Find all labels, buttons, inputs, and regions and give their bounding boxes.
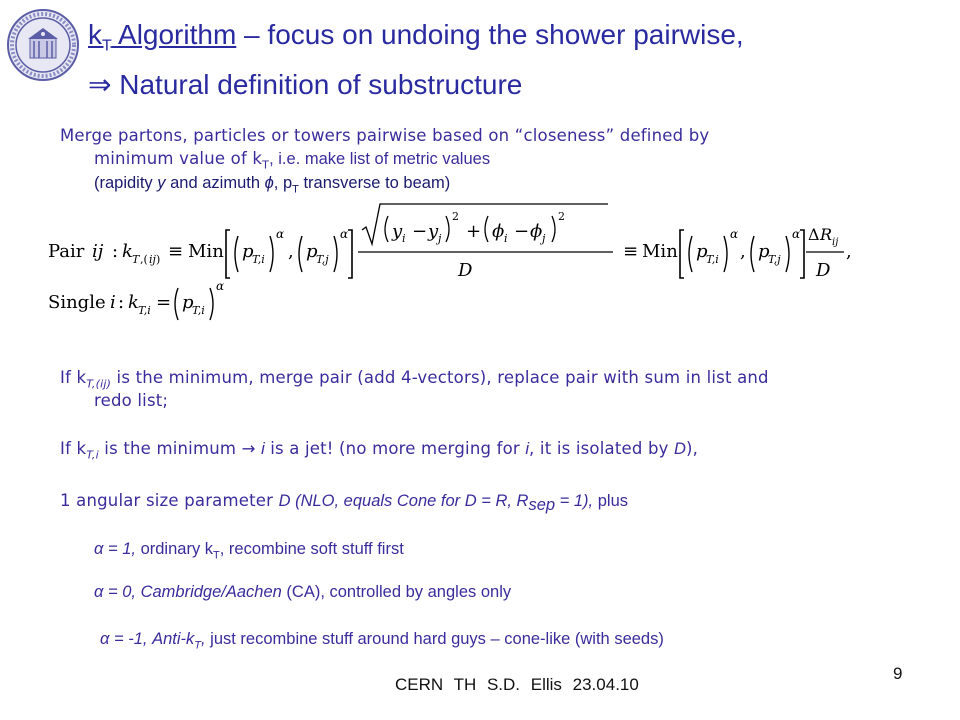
svg-text:,(: ,( <box>140 253 148 266</box>
title-line-2: ⇒ Natural definition of substructure <box>88 68 523 100</box>
svg-text:Δ: Δ <box>808 225 820 244</box>
svg-text:2: 2 <box>452 210 459 223</box>
implies-arrow: ⇒ <box>88 68 112 100</box>
page-number: 9 <box>893 664 903 683</box>
svg-text:y: y <box>428 221 439 242</box>
svg-text:p: p <box>306 241 318 262</box>
denominator-d-1: D <box>458 260 473 281</box>
svg-text:−: − <box>514 221 530 242</box>
single-i: i <box>110 292 116 313</box>
intro-line-3: (rapidity y and azimuth ϕ, $p_T$ transverse to beam) <box>94 174 451 196</box>
angular-size-parameter: 1 angular size parameter D (NLO, equals Cone for D = R, $R_{sep} = 1$), plus <box>60 491 628 515</box>
min-label-1: Min <box>188 241 224 262</box>
university-seal-logo <box>6 8 80 82</box>
svg-text:p: p <box>242 241 254 262</box>
option-alpha-minus-1: α = -1, Anti-$k_T$, just recombine stuff around hard guys – cone-like (with seeds) <box>100 630 664 652</box>
svg-text:ϕ: ϕ <box>492 221 505 242</box>
min-label-2: Min <box>642 241 678 262</box>
svg-text:T,j: T,j <box>768 253 781 266</box>
option-alpha-1: α = 1, ordinary $k_T$, recombine soft stuff first <box>94 540 404 562</box>
svg-text:≡: ≡ <box>168 241 184 262</box>
svg-text:p: p <box>182 292 194 313</box>
svg-text::: : <box>112 241 119 262</box>
title-kt: $k_T$ Algorithm <box>88 19 237 55</box>
denominator-d-2: D <box>816 260 831 281</box>
svg-text:,: , <box>740 241 746 262</box>
rule-merge-line-2: redo list; <box>94 391 169 410</box>
svg-text:): ) <box>156 253 161 266</box>
svg-text:i: i <box>504 232 508 245</box>
svg-text:α: α <box>730 227 739 241</box>
svg-text:α: α <box>792 227 801 241</box>
single-label: Single <box>48 292 106 313</box>
svg-text:T,j: T,j <box>316 253 329 266</box>
svg-text:T,i: T,i <box>252 253 265 266</box>
title-line-1: $k_T$ Algorithm – focus on undoing the shower pairwise, <box>88 19 744 55</box>
svg-text:2: 2 <box>558 210 565 223</box>
svg-text:α: α <box>216 279 225 293</box>
rule-merge-line-1: If $k_{T,(ij)}$ is the minimum, merge pair (add 4-vectors), replace pair with sum in list and <box>60 368 769 391</box>
svg-text:k: k <box>128 292 139 313</box>
slide-title <box>88 16 744 104</box>
svg-text:+: + <box>466 221 482 242</box>
svg-text:,: , <box>288 241 294 262</box>
slide-footer: CERN TH S.D. Ellis 23.04.10 <box>395 675 639 694</box>
svg-text:p: p <box>696 241 708 262</box>
svg-text:k: k <box>122 241 133 262</box>
svg-text:ij: ij <box>832 237 839 248</box>
intro-line-2: minimum value of $k_T$, i.e. make list of metric values <box>94 149 491 172</box>
svg-text:p: p <box>758 241 770 262</box>
svg-text:ϕ: ϕ <box>530 221 543 242</box>
svg-text:≡: ≡ <box>623 241 639 262</box>
svg-text:R: R <box>820 225 833 244</box>
svg-text:=: = <box>156 292 172 313</box>
svg-text:T,i: T,i <box>138 304 151 317</box>
svg-text:ij: ij <box>149 253 156 266</box>
svg-text:y: y <box>392 221 403 242</box>
svg-text:,: , <box>846 241 852 262</box>
rule-jet: If $k_{T,i}$ is the minimum → i is a jet! (no more merging for i, it is isolated by D), <box>60 439 699 462</box>
svg-text:j: j <box>542 232 546 245</box>
svg-text:T,i: T,i <box>706 253 719 266</box>
svg-text:T,i: T,i <box>192 304 205 317</box>
svg-text::: : <box>118 292 125 313</box>
kt-metric-formula <box>48 200 852 320</box>
svg-text:α: α <box>276 227 285 241</box>
pair-label: Pair <box>48 241 85 262</box>
option-alpha-0: α = 0, Cambridge/Aachen (CA), controlled by angles only <box>94 583 512 601</box>
pair-ij: ij <box>92 241 104 262</box>
svg-text:T: T <box>132 253 140 266</box>
svg-text:j: j <box>438 232 442 245</box>
svg-text:α: α <box>340 227 349 241</box>
svg-text:i: i <box>402 232 406 245</box>
intro-line-1: Merge partons, particles or towers pairwise based on “closeness” defined by <box>60 126 710 145</box>
svg-text:−: − <box>412 221 428 242</box>
